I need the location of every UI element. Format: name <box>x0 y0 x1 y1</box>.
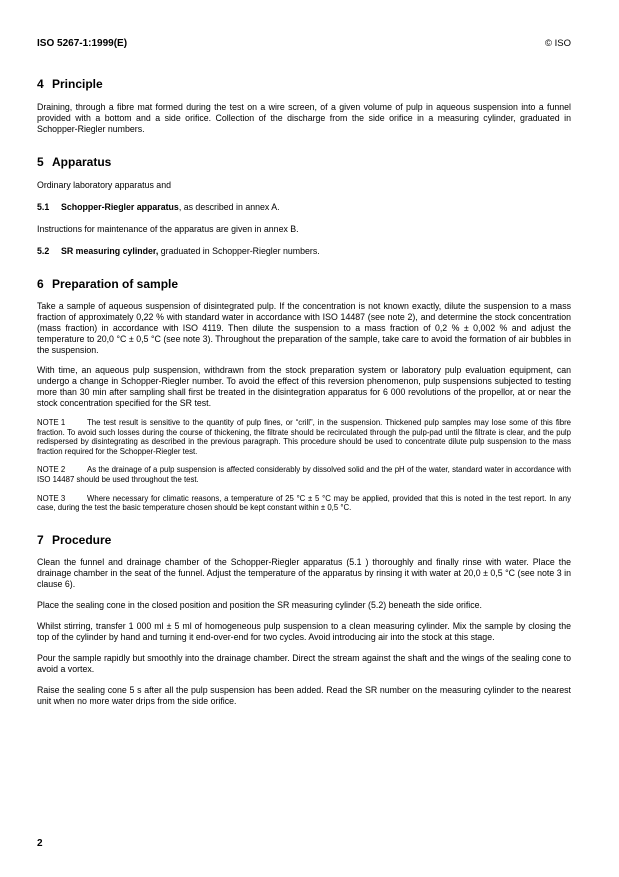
procedure-paragraph-5: Raise the sealing cone 5 s after all the pulp suspension has been added. Read the SR number on the measuring cylinder to the nearest unit when no more water drips from the side orifice. <box>37 684 571 706</box>
section-heading-principle <box>37 76 571 92</box>
section-title: Principle <box>52 77 103 91</box>
section-number: 5 <box>37 155 44 169</box>
section-title: Apparatus <box>52 155 112 169</box>
section-title: Preparation of sample <box>52 277 179 291</box>
section-number: 6 <box>37 277 44 291</box>
procedure-paragraph-2: Place the sealing cone in the closed position and position the SR measuring cylinder (5.2) beneath the side orifice. <box>37 599 482 610</box>
subclause-5-2 <box>37 246 571 257</box>
subclause-number: 5.1 <box>37 202 50 212</box>
section-heading-apparatus <box>37 154 571 170</box>
apparatus-intro: Ordinary laboratory apparatus and <box>37 180 171 190</box>
subclause-text: graduated in Schopper-Riegler numbers. <box>158 246 320 256</box>
note-label: NOTE 2 <box>37 465 66 475</box>
subclause-text: , as described in annex A. <box>178 202 280 212</box>
subclause-term: SR measuring cylinder, <box>61 246 159 256</box>
maintenance-paragraph: Instructions for maintenance of the apparatus are given in annex B. <box>37 224 299 234</box>
note-text: As the drainage of a pulp suspension is affected considerably by dissolved solid and the pH of the water, standard water in accordance with ISO 14487 should be used throughout the test. <box>37 465 571 484</box>
document-id: ISO 5267-1:1999(E) <box>37 38 128 49</box>
procedure-paragraph-3: Whilst stirring, transfer 1 000 ml ± 5 ml of homogeneous pulp suspension to a clean measuring cylinder. Mix the sample by closing the top of the cylinder by hand and turning it end-over-end for two cycles. Avoid introducing air into the stock at this stage. <box>37 620 571 642</box>
page-number: 2 <box>37 838 43 849</box>
note-3 <box>37 494 571 513</box>
note-2 <box>37 465 571 484</box>
principle-paragraph: Draining, through a fibre mat formed during the test on a wire screen, of a given volume of pulp in aqueous suspension into a funnel provided with a bottom and a side orifice. Collection of the discharge from the side orifice in a measuring cylinder, graduated in Schopper-Riegler numbers. <box>37 102 571 134</box>
procedure-paragraph-1: Clean the funnel and drainage chamber of the Schopper-Riegler apparatus (5.1 ) thoroughly and finally rinse with water. Place the drainage chamber in the seat of the funnel. Adjust the temperature of the apparatus by rinsing it with water at 20,0 ± 0,5 °C (see note 3 in clause 6). <box>37 556 571 589</box>
section-number: 7 <box>37 532 44 547</box>
note-text: The test result is sensitive to the quantity of pulp fines, or “crill”, in the suspension. Thickened pulp samples may lose some of this fibre fraction. To avoid such losses during the course of thickening, the filtrate should be recirculated through the pulp-pad until the filtrate is clear, and the pulp redispersed by disintegrating as described in the previous paragraph. This procedure should be used to concentrate dilute pulp suspension to the mass fraction required for the Schopper-Riegler test. <box>37 418 571 456</box>
copyright-notice: © ISO <box>544 38 571 49</box>
subclause-5-1 <box>37 202 571 213</box>
note-text: Where necessary for climatic reasons, a temperature of 25 °C ± 5 °C may be applied, provided that this is noted in the test report. In any case, during the test the basic temperature chosen should be kept constant within ± 0,5 °C. <box>37 493 571 513</box>
section-heading-procedure <box>37 532 571 548</box>
subclause-term: Schopper-Riegler apparatus <box>61 202 179 212</box>
note-1 <box>37 418 571 456</box>
note-label: NOTE 1 <box>37 418 66 427</box>
procedure-paragraph-4: Pour the sample rapidly but smoothly into the drainage chamber. Direct the stream against the shaft and the wings of the sealing cone to avoid a vortex. <box>37 652 571 674</box>
document-body <box>37 76 571 707</box>
section-number: 4 <box>37 77 44 91</box>
note-label: NOTE 3 <box>37 493 66 503</box>
preparation-paragraph-1: Take a sample of aqueous suspension of disintegrated pulp. If the concentration is not known exactly, dilute the suspension to a mass fraction of approximately 0,22 % with standard water in accordance with ISO 14487 (see note 2), and determine the stock concentration (mass fraction) in accordance with ISO 4119. Then dilute the suspension to a mass fraction of 0,2 % ± 0,002 % and adjust the temperature to 20,0 °C ± 0,5 °C (see note 3). Throughout the preparation of the sample, take care to avoid the formation of air bubbles in the suspension. <box>37 301 571 355</box>
preparation-paragraph-2: With time, an aqueous pulp suspension, withdrawn from the stock preparation system or laboratory pulp evaluation equipment, can undergo a change in Schopper-Riegler number. To avoid the effect of this reversion phenomenon, pulp suspensions subjected to testing more than 30 min after sampling shall first be treated in the disintegration apparatus for 6 000 revolutions of the propellor, at or near the stock concentration specified for the SR test. <box>37 365 571 408</box>
section-heading-preparation <box>37 276 571 292</box>
subclause-number: 5.2 <box>37 246 50 256</box>
section-title: Procedure <box>52 532 112 547</box>
